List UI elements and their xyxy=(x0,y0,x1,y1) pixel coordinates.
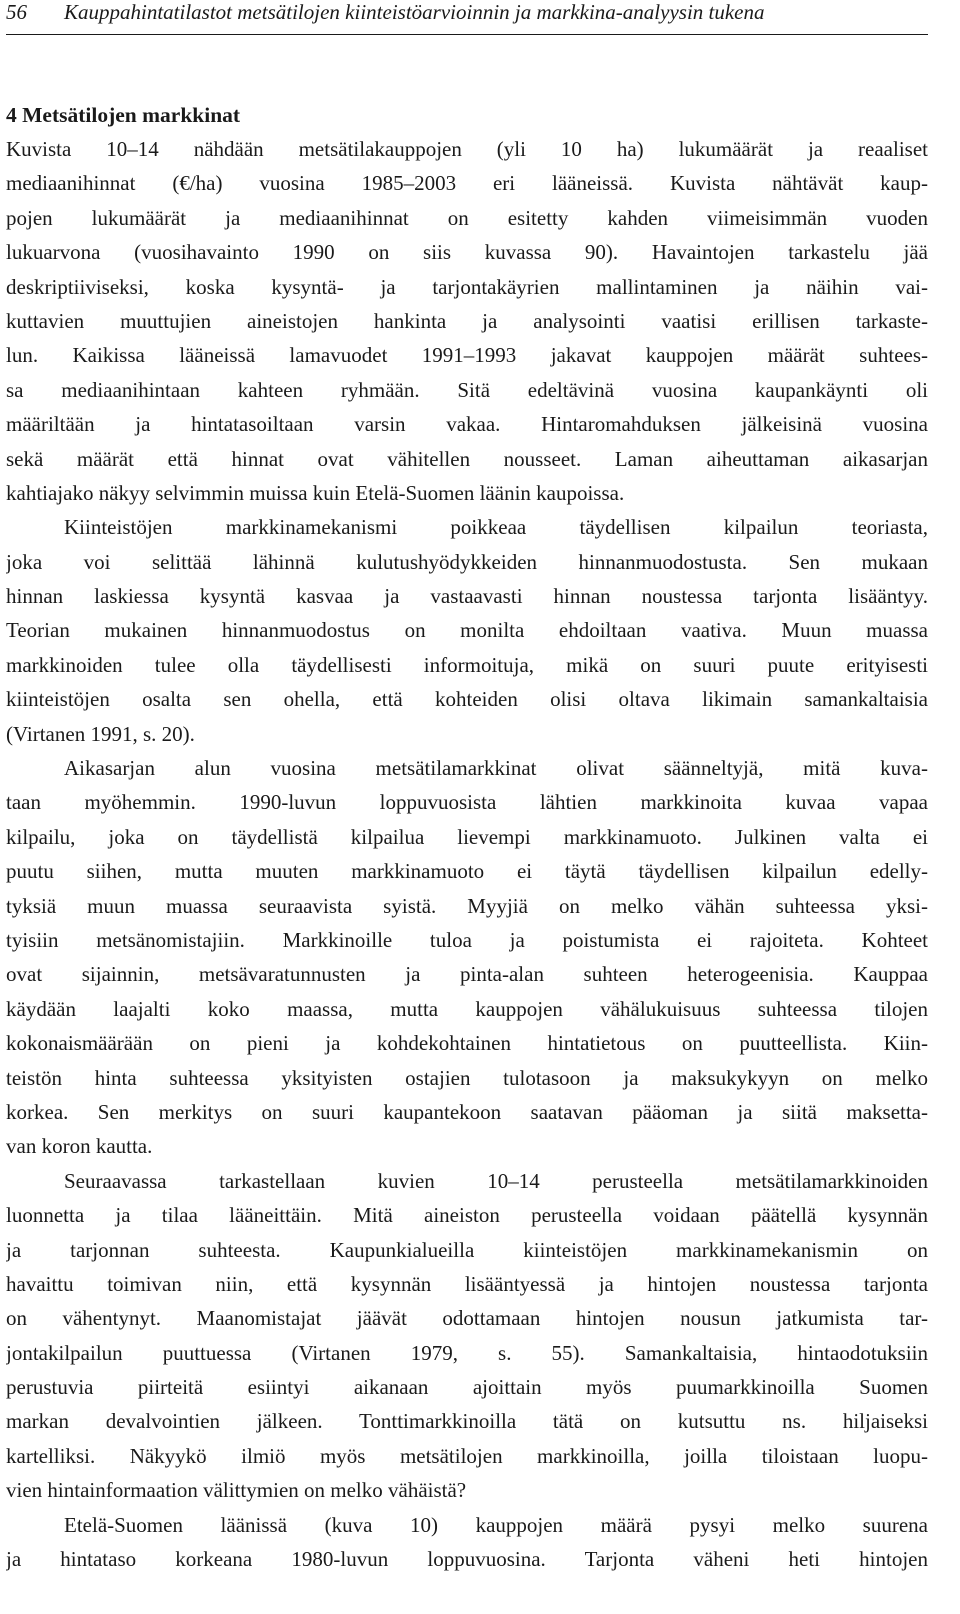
text-line: kilpailu, joka on täydellistä kilpailua lievempi markkinamuoto. Julkinen valta ei xyxy=(6,824,928,849)
text-line: deskriptiiviseksi, koska kysyntä- ja tarjontakäyrien mallintaminen ja näihin vai- xyxy=(6,274,928,299)
text-line: (Virtanen 1991, s. 20). xyxy=(6,721,195,746)
text-line: teistön hinta suhteessa yksityisten ostajien tulotasoon ja maksukykyyn on melko xyxy=(6,1065,928,1090)
header-rule xyxy=(6,34,928,35)
text-line: ja hintataso korkeana 1980-luvun loppuvuosina. Tarjonta väheni heti hintojen xyxy=(6,1547,928,1572)
text-line: Teorian mukainen hinnanmuodostus on monilta ehdoiltaan vaativa. Muun muassa xyxy=(6,618,928,643)
text-line: ovat sijainnin, metsävaratunnusten ja pinta-alan suhteen heterogeenisia. Kauppaa xyxy=(6,962,928,987)
body-text xyxy=(6,132,928,1576)
text-line: kahtiajako näkyy selvimmin muissa kuin Etelä-Suomen läänin kaupoissa. xyxy=(6,480,625,505)
text-line: Aikasarjan alun vuosina metsätilamarkkinat olivat säänneltyjä, mitä kuva- xyxy=(64,756,928,781)
text-line: pojen lukumäärät ja mediaanihinnat on esitetty kahden viimeisimmän vuoden xyxy=(6,205,928,230)
text-line: Kiinteistöjen markkinamekanismi poikkeaa täydellisen kilpailun teoriasta, xyxy=(64,515,928,540)
text-line: hinnan laskiessa kysyntä kasvaa ja vastaavasti hinnan noustessa tarjonta lisääntyy. xyxy=(6,584,928,609)
text-line: perustuvia piirteitä esiintyi aikanaan ajoittain myös puumarkkinoilla Suomen xyxy=(6,1375,928,1400)
text-line: lukuarvona (vuosihavainto 1990 on siis kuvassa 90). Havaintojen tarkastelu jää xyxy=(6,240,928,265)
text-line: van koron kautta. xyxy=(6,1134,153,1159)
text-line: sekä määrät että hinnat ovat vähitellen nousseet. Laman aiheuttaman aikasarjan xyxy=(6,446,928,471)
text-line: vien hintainformaation välittymien on melko vähäistä? xyxy=(6,1478,467,1503)
text-line: Kuvista 10–14 nähdään metsätilakauppojen (yli 10 ha) lukumäärät ja reaaliset xyxy=(6,137,928,161)
text-line: lun. Kaikissa lääneissä lamavuodet 1991–1993 jakavat kauppojen määrät suhtees- xyxy=(6,343,928,368)
text-line: sa mediaanihintaan kahteen ryhmään. Sitä edeltävinä vuosina kaupankäynti oli xyxy=(6,377,928,402)
text-line: ja tarjonnan suhteesta. Kaupunkialueilla kiinteistöjen markkinamekanismin on xyxy=(6,1237,928,1262)
text-line: on vähentynyt. Maanomistajat jäävät odottamaan hintojen nousun jatkumista tar- xyxy=(6,1306,928,1331)
text-line: mediaanihinnat (€/ha) vuosina 1985–2003 eri lääneissä. Kuvista nähtävät kaup- xyxy=(6,171,928,196)
text-line: puutu siihen, mutta muuten markkinamuoto ei täytä täydellisen kilpailun edelly- xyxy=(6,859,928,884)
text-line: kuttavien muuttujien aineistojen hankinta ja analysointi vaatisi erillisen tarkaste- xyxy=(6,308,928,333)
running-head xyxy=(6,0,928,26)
text-line: kokonaismäärään on pieni ja kohdekohtainen hintatietous on puutteellista. Kiin- xyxy=(6,1031,928,1056)
text-line: korkea. Sen merkitys on suuri kaupantekoon saatavan pääoman ja siitä maksetta- xyxy=(6,1099,928,1124)
text-line: kiinteistöjen osalta sen ohella, että kohteiden olisi oltava likimain samankaltaisia xyxy=(6,687,928,712)
text-line: käydään laajalti koko maassa, mutta kauppojen vähälukuisuus suhteessa tilojen xyxy=(6,996,928,1021)
text-line: Seuraavassa tarkastellaan kuvien 10–14 perusteella metsätilamarkkinoiden xyxy=(64,1168,928,1193)
text-line: markan devalvointien jälkeen. Tonttimarkkinoilla tätä on kutsuttu ns. hiljaiseksi xyxy=(6,1409,928,1434)
running-head-title: Kauppahintatilastot metsätilojen kiinteistöarvioinnin ja markkina-analyysin tukena xyxy=(64,0,765,24)
text-line: markkinoiden tulee olla täydellisesti informoituja, mikä on suuri puute erityisesti xyxy=(6,652,928,677)
text-line: kartelliksi. Näkyykö ilmiö myös metsätilojen markkinoilla, joilla tiloistaan luopu- xyxy=(6,1443,928,1468)
text-line: jontakilpailun puuttuessa (Virtanen 1979, s. 55). Samankaltaisia, hintaodotuksiin xyxy=(6,1340,928,1365)
text-line: määriltään ja hintatasoiltaan varsin vakaa. Hintaromahduksen jälkeisinä vuosina xyxy=(6,412,928,437)
text-line: tyksiä muun muassa seuraavista syistä. Myyjiä on melko vähän suhteessa yksi- xyxy=(6,893,928,918)
text-line: taan myöhemmin. 1990-luvun loppuvuosista lähtien markkinoita kuvaa vapaa xyxy=(6,790,928,815)
page-number: 56 xyxy=(6,0,27,24)
text-line: havaittu toimivan niin, että kysynnän lisääntyessä ja hintojen noustessa tarjonta xyxy=(6,1271,928,1296)
text-line: joka voi selittää lähinnä kulutushyödykkeiden hinnanmuodostusta. Sen mukaan xyxy=(6,549,928,574)
text-line: luonnetta ja tilaa lääneittäin. Mitä aineiston perusteella voidaan päätellä kysynnän xyxy=(6,1203,928,1228)
text-line: tyisiin metsänomistajiin. Markkinoille tuloa ja poistumista ei rajoiteta. Kohteet xyxy=(6,927,928,952)
text-line: Etelä-Suomen läänissä (kuva 10) kauppojen määrä pysyi melko suurena xyxy=(64,1512,928,1537)
section-heading: 4 Metsätilojen markkinat xyxy=(6,103,241,127)
